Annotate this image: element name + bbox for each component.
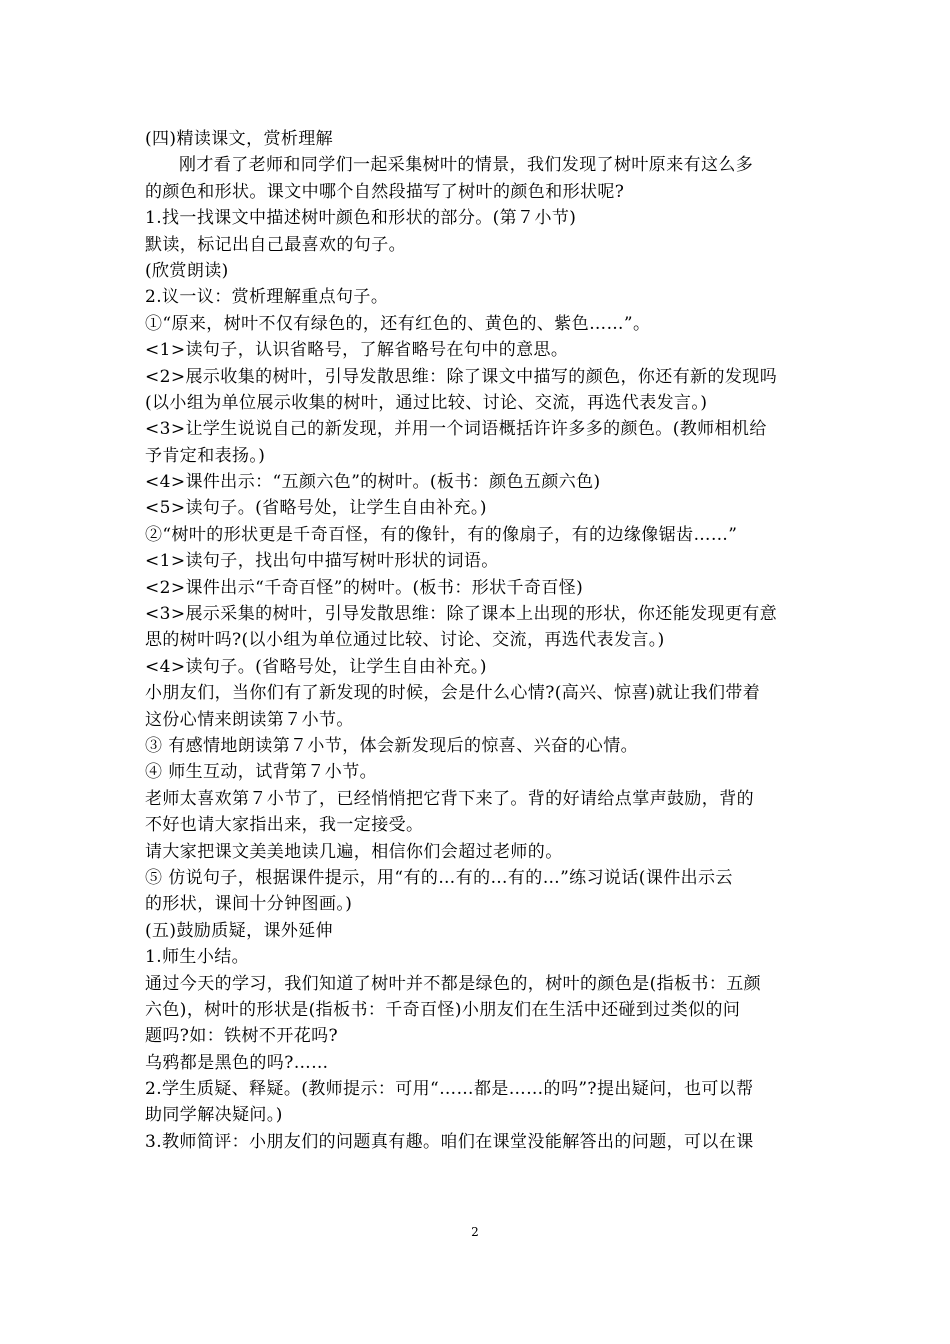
paragraph-line: 的形状，课间十分钟图画。) [145, 894, 353, 915]
paragraph-line: 请大家把课文美美地读几遍，相信你们会超过老师的。 [145, 841, 563, 862]
paragraph-line: 这份心情来朗读第７小节。 [145, 709, 354, 730]
paragraph-line: <2>展示收集的树叶，引导发散思维：除了课文中描写的颜色，你还有新的发现吗 [145, 366, 778, 387]
paragraph-line: <1>读句子，认识省略号，了解省略号在句中的意思。 [145, 340, 569, 361]
paragraph-line: 通过今天的学习，我们知道了树叶并不都是绿色的，树叶的颜色是(指板书：五颜 [145, 973, 762, 994]
paragraph-line: 的颜色和形状。课文中哪个自然段描写了树叶的颜色和形状呢? [145, 181, 625, 202]
paragraph-line: 六色)，树叶的形状是(指板书：千奇百怪)小朋友们在生活中还碰到过类似的问 [145, 999, 741, 1020]
document-body [145, 126, 815, 1155]
paragraph-line: <2>课件出示“千奇百怪”的树叶。(板书：形状千奇百怪) [145, 577, 584, 598]
paragraph-line: (以小组为单位展示收集的树叶，通过比较、讨论、交流，再选代表发言。) [145, 392, 708, 413]
paragraph-line: 思的树叶吗?(以小组为单位通过比较、讨论、交流，再选代表发言。) [145, 630, 665, 651]
paragraph-line: 1.师生小结。 [145, 947, 250, 968]
paragraph-line: 助同学解决疑问。) [145, 1105, 283, 1126]
paragraph-line: 3.教师简评：小朋友们的问题真有趣。咱们在课堂没能解答出的问题，可以在课 [145, 1131, 754, 1152]
paragraph-line: 予肯定和表扬。) [145, 445, 266, 466]
paragraph-line: ②“树叶的形状更是千奇百怪，有的像针，有的像扇子，有的边缘像锯齿……” [145, 524, 738, 545]
paragraph-line: <4>读句子。(省略号处，让学生自由补充。) [145, 656, 487, 677]
paragraph-line: 题吗?如：铁树不开花吗? [145, 1026, 339, 1047]
section-heading-4: (四)精读课文，赏析理解 [145, 129, 334, 149]
paragraph-line: 默读，标记出自己最喜欢的句子。 [145, 234, 406, 255]
paragraph-line: <3>展示采集的树叶，引导发散思维：除了课本上出现的形状，你还能发现更有意 [145, 604, 778, 625]
paragraph-line: ①“原来，树叶不仅有绿色的，还有红色的、黄色的、紫色……”。 [145, 313, 651, 334]
paragraph-line: 2.学生质疑、释疑。(教师提示：可用“……都是……的吗”?提出疑问，也可以帮 [145, 1079, 754, 1100]
paragraph-line: ④ 师生互动，试背第７小节。 [145, 762, 378, 783]
page-number: 2 [471, 1225, 479, 1239]
paragraph-line: 1.找一找课文中描述树叶颜色和形状的部分。(第７小节) [145, 208, 577, 229]
paragraph-line: 2.议一议：赏析理解重点句子。 [145, 287, 389, 308]
paragraph-line: <4>课件出示：“五颜六色”的树叶。(板书：颜色五颜六色) [145, 472, 601, 493]
paragraph-line: 不好也请大家指出来，我一定接受。 [145, 815, 424, 836]
paragraph-line: (欣赏朗读) [145, 260, 229, 281]
paragraph-line: 老师太喜欢第７小节了，已经悄悄把它背下来了。背的好请给点掌声鼓励，背的 [145, 788, 754, 809]
paragraph-line: <3>让学生说说自己的新发现，并用一个词语概括许许多多的颜色。(教师相机给 [145, 419, 767, 440]
paragraph-line: ③ 有感情地朗读第７小节，体会新发现后的惊喜、兴奋的心情。 [145, 735, 639, 756]
paragraph-line: <1>读句子，找出句中描写树叶形状的词语。 [145, 551, 499, 572]
paragraph-line: 刚才看了老师和同学们一起采集树叶的情景，我们发现了树叶原来有这么多 [179, 155, 754, 176]
paragraph-line: 乌鸦都是黑色的吗?…… [145, 1052, 329, 1073]
section-heading-5: (五)鼓励质疑，课外延伸 [145, 920, 334, 941]
paragraph-line: <5>读句子。(省略号处，让学生自由补充。) [145, 498, 487, 519]
paragraph-line: ⑤ 仿说句子，根据课件提示，用“有的…有的…有的…”练习说话(课件出示云 [145, 867, 733, 888]
paragraph-line: 小朋友们，当你们有了新发现的时候，会是什么心情?(高兴、惊喜)就让我们带着 [145, 683, 761, 704]
